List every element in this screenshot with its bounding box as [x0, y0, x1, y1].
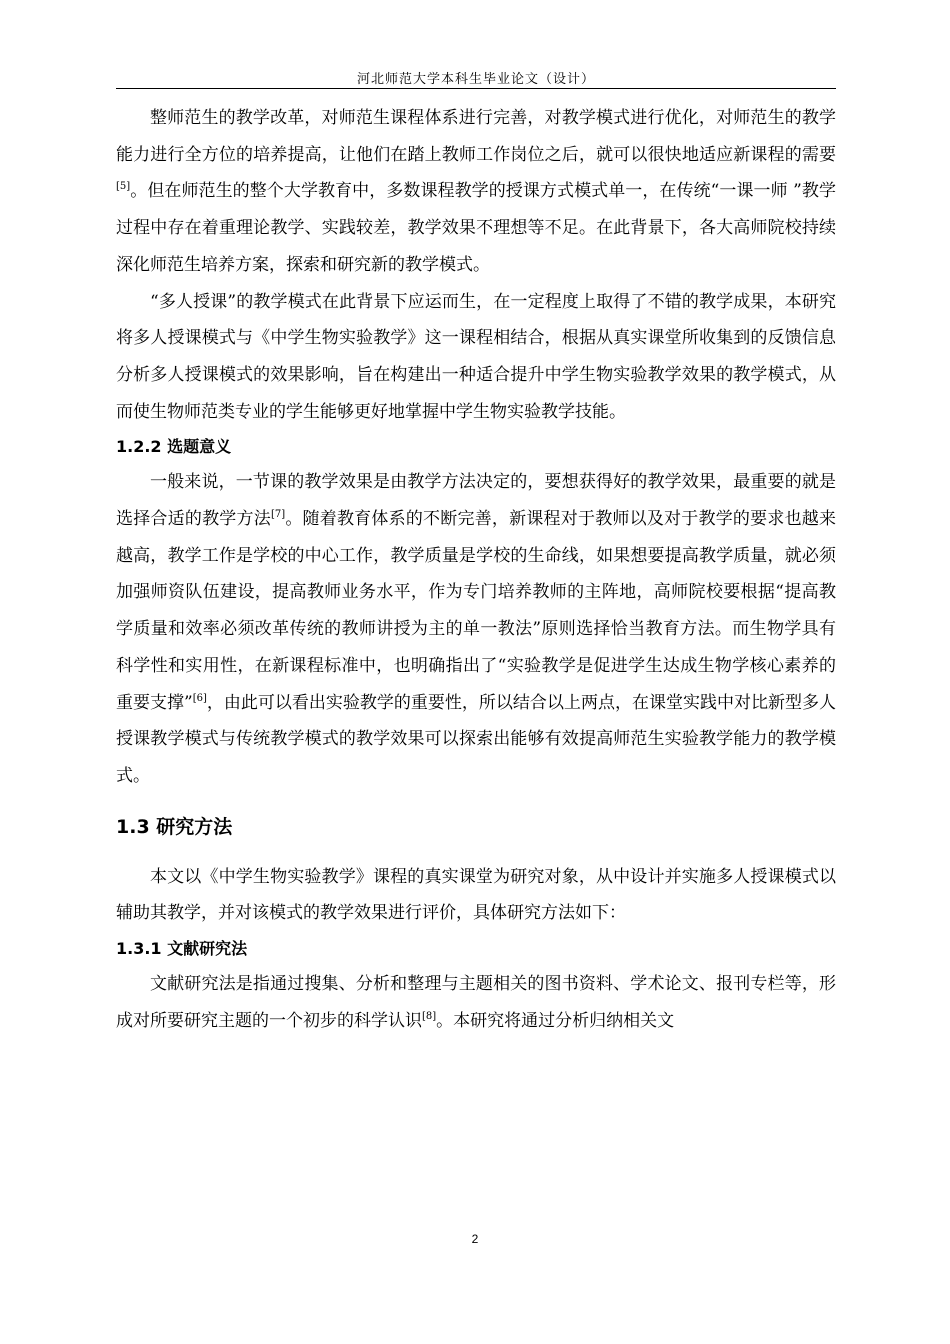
paragraph-text: 一般来说，一节课的教学效果是由教学方法决定的，要想获得好的教学效果，最重要的就是选择合适的教学方法 [116, 472, 836, 530]
paragraph-topic-significance [116, 464, 836, 794]
paragraph-text: 。但在师范生的整个大学教育中，多数课程教学的授课方式模式单一，在传统“一课一师 ”教学过程中存在着重理论教学、实践较差，教学效果不理想等不足。在此背景下，各大高师院校持续深化师范生培养方案，探索和研究新的教学模式。 [116, 181, 836, 275]
page-number: 2 [471, 1232, 479, 1246]
header-rule [116, 88, 836, 89]
citation-ref: [5] [116, 181, 131, 193]
citation-ref: [8] [422, 1010, 437, 1022]
paragraph-text: ，由此可以看出实验教学的重要性，所以结合以上两点，在课堂实践中对比新型多人授课教学模式与传统教学模式的教学效果可以探索出能够有效提高师范生实验教学能力的教学模式。 [116, 692, 836, 786]
citation-ref: [6] [192, 692, 207, 704]
paragraph-literature-method [116, 966, 836, 1039]
paragraph-text: 文献研究法是指通过搜集、分析和整理与主题相关的图书资料、学术论文、报刊专栏等，形成对所要研究主题的一个初步的科学认识 [116, 974, 836, 1031]
citation-ref: [7] [270, 509, 286, 521]
paragraph-text: 。本研究将通过分析归纳相关文 [436, 1010, 675, 1031]
paragraph-multi-teacher-mode: “多人授课”的教学模式在此背景下应运而生，在一定程度上取得了不错的教学成果，本研究将多人授课模式与《中学生物实验教学》这一课程相结合，根据从真实课堂所收集到的反馈信息分析多人授课模式的效果影响，旨在构建出一种适合提升中学生物实验教学效果的教学模式，从而使生物师范类专业的学生能够更好地掌握中学生物实验教学技能。 [116, 291, 836, 422]
section-heading-1-3-1: 1.3.1 文献研究法 [116, 939, 248, 959]
page-body [116, 100, 836, 1039]
section-heading-1-3: 1.3 研究方法 [116, 815, 233, 838]
paragraph-text: 整师范生的教学改革，对师范生课程体系进行完善，对教学模式进行优化，对师范生的教学能力进行全方位的培养提高，让他们在踏上教师工作岗位之后，就可以很快地适应新课程的需要 [116, 108, 836, 165]
running-header: 河北师范大学本科生毕业论文（设计） [356, 72, 595, 87]
paragraph-text: 。随着教育体系的不断完善，新课程对于教师以及对于教学的要求也越来越高，教学工作是学校的中心工作，教学质量是学校的生命线，如果想要提高教学质量，就必须加强师资队伍建设，提高教师业务水平，作为专门培养教师的主阵地，高师院校要根据“提高教学质量和效率必须改革传统的教师讲授为主的单一教法”原则选择恰当教育方法。而生物学具有科学性和实用性，在新课程标准中，也明确指出了“实验教学是促进学生达成生物学核心素养的重要支撑” [116, 509, 836, 713]
paragraph-research-methods-intro: 本文以《中学生物实验教学》课程的真实课堂为研究对象，从中设计并实施多人授课模式以辅助其教学，并对该模式的教学效果进行评价，具体研究方法如下： [116, 866, 836, 924]
paragraph-teaching-reform [116, 100, 836, 284]
section-heading-1-2-2: 1.2.2 选题意义 [116, 437, 232, 457]
